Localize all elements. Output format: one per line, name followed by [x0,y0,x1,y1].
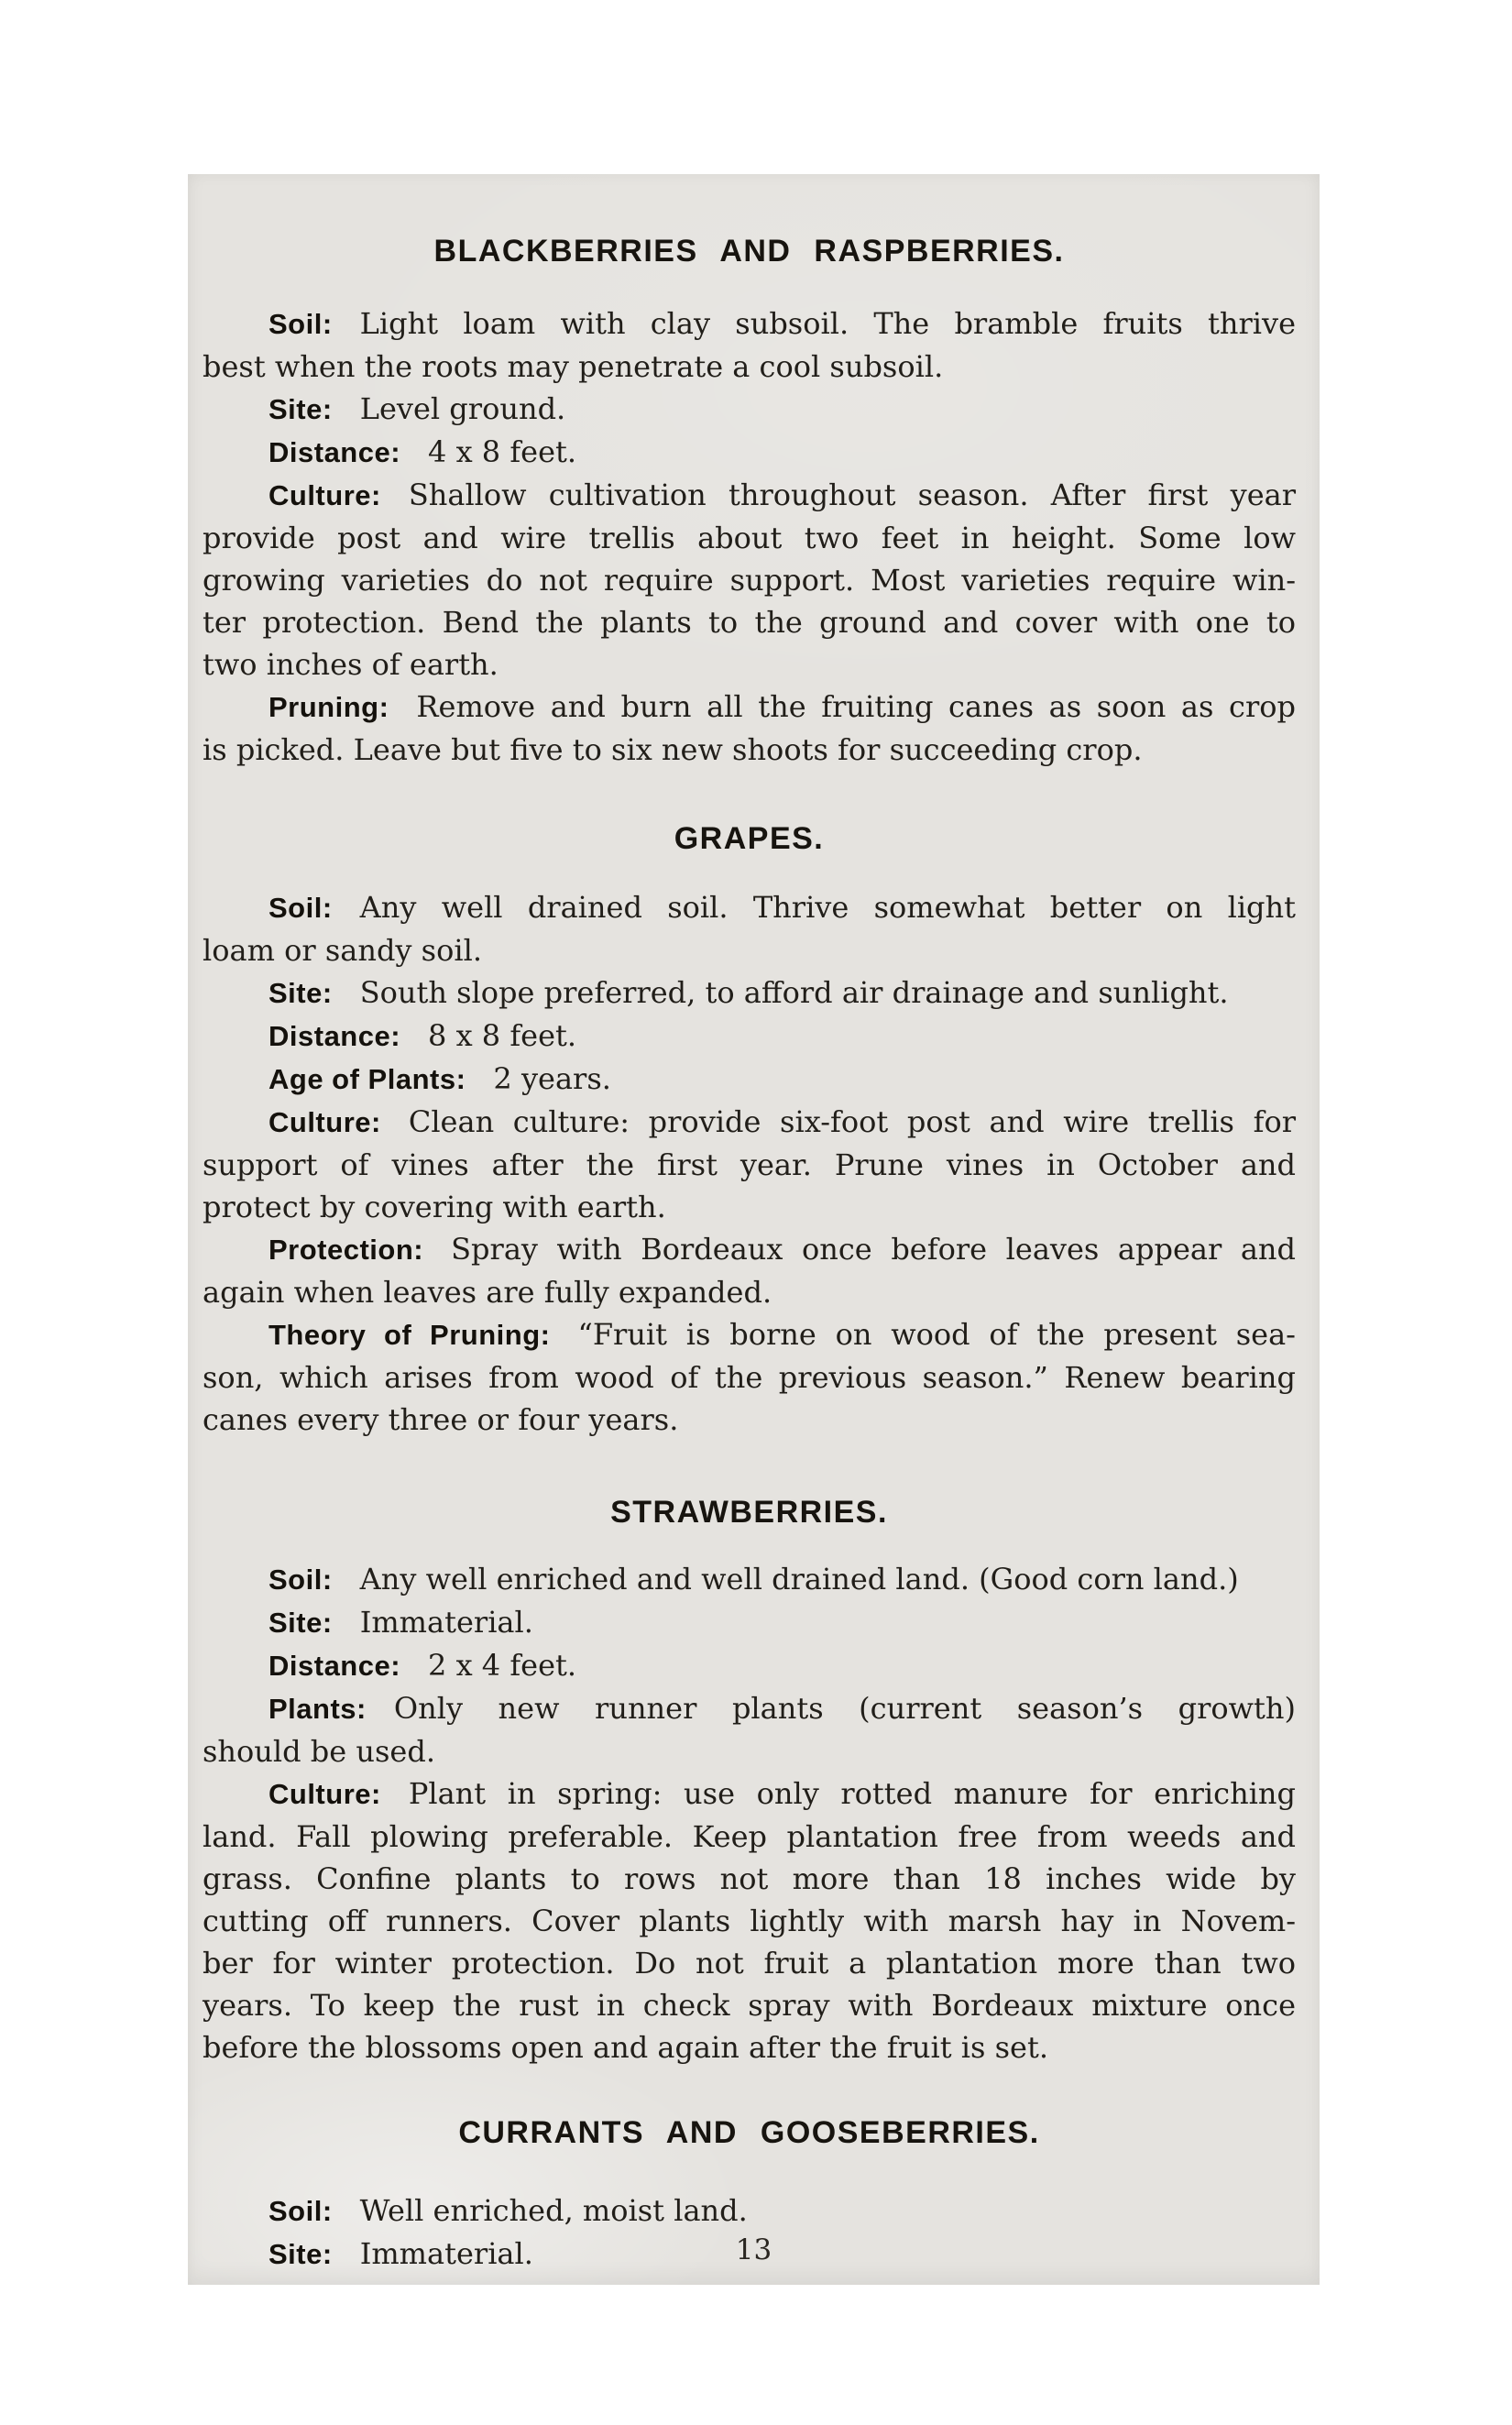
paragraph [203,302,1296,388]
paragraph-label: Protection: [268,1234,424,1266]
paragraph-label: Distance: [268,1650,401,1682]
text-line: Soil: Any well enriched and well drained land. (Good corn land.) [268,1562,1239,1597]
paragraph [203,1558,1296,1601]
paragraph-label: Soil: [268,308,333,340]
paragraph [203,1644,1296,1687]
paragraph-label: Soil: [268,2195,333,2227]
text-line: ter protection. Bend the plants to the ground and cover with one to [203,605,1296,640]
text-line: Age of Plants: 2 years. [268,1061,611,1096]
text-line: Distance: 8 x 8 feet. [268,1018,577,1053]
text-line: protect by covering with earth. [203,1190,666,1224]
text-line: provide post and wire trellis about two feet in height. Some low [203,521,1296,555]
text-line: two inches of earth. [203,647,499,682]
text-line: Soil: Well enriched, moist land. [268,2193,748,2228]
paragraph-label: Soil: [268,892,333,924]
page-number: 13 [735,2233,772,2266]
section-grapes [203,820,1296,1441]
text-line: best when the roots may penetrate a cool subsoil. [203,349,944,384]
paragraph-label: Theory of Pruning: [268,1319,551,1351]
text-line: Culture: Plant in spring: use only rotted manure for enriching [268,1776,1296,1811]
text-line: Theory of Pruning: “Fruit is borne on wood of the present sea- [268,1317,1296,1352]
paragraph [203,1228,1296,1313]
paragraph [203,431,1296,474]
text-line: Plants: Only new runner plants (current season’s growth) [268,1691,1296,1726]
paragraph-label: Culture: [268,479,381,511]
paragraph [203,886,1296,971]
paragraph-label: Site: [268,2238,333,2270]
paragraph-label: Site: [268,977,333,1009]
text-line: should be used. [203,1734,436,1769]
paragraph [203,1058,1296,1101]
text-line: Soil: Any well drained soil. Thrive somewhat better on light [268,890,1296,925]
text-line: Pruning: Remove and burn all the fruiting canes as soon as crop [268,689,1296,724]
section-title-strawberries: STRAWBERRIES. [610,1495,888,1530]
paragraph-label: Culture: [268,1106,381,1138]
paragraph [203,1687,1296,1772]
paragraph-label: Distance: [268,436,401,468]
section-strawberries [203,1494,1296,2068]
section-blackberries-and-raspberries [203,233,1296,771]
text-line: Soil: Light loam with clay subsoil. The bramble fruits thrive [268,306,1296,341]
text-line: Distance: 4 x 8 feet. [268,434,577,469]
text-line: Culture: Shallow cultivation throughout season. After first year [268,477,1296,512]
text-line: canes every three or four years. [203,1402,679,1437]
text-line: son, which arises from wood of the previous season.” Renew bearing [203,1360,1296,1395]
section-title-grapes: GRAPES. [674,821,825,856]
paragraph [203,388,1296,431]
text-line: cutting off runners. Cover plants lightly with marsh hay in Novem- [203,1904,1296,1938]
paragraph [203,1101,1296,1228]
text-line: Site: South slope preferred, to afford air drainage and sunlight. [268,975,1229,1010]
paragraph [203,686,1296,771]
text-line: Site: Immaterial. [268,2236,533,2271]
text-line: land. Fall plowing preferable. Keep plantation free from weeds and [203,1819,1296,1854]
paragraph [203,971,1296,1015]
paragraph-label: Soil: [268,1564,333,1596]
paragraph-label: Age of Plants: [268,1063,466,1095]
text-line: support of vines after the first year. Prune vines in October and [203,1147,1296,1182]
text-line: before the blossoms open and again after the fruit is set. [203,2030,1049,2065]
section-title-currants-and-gooseberries: CURRANTS AND GOOSEBERRIES. [458,2115,1040,2150]
paragraph-label: Site: [268,393,333,425]
text-line: Site: Level ground. [268,391,566,426]
paragraph [203,1313,1296,1441]
paragraph [203,1015,1296,1058]
text-line: is picked. Leave but five to six new shoots for succeeding crop. [203,732,1143,767]
text-line: loam or sandy soil. [203,933,482,968]
text-line: ber for winter protection. Do not fruit a plantation more than two [203,1946,1296,1981]
book-page [188,174,1320,2285]
paragraph-label: Pruning: [268,691,389,723]
paragraph [203,1772,1296,2068]
text-line: Site: Immaterial. [268,1605,533,1640]
paragraph [203,1601,1296,1644]
text-line: Protection: Spray with Bordeaux once before leaves appear and [268,1232,1296,1267]
text-line: Culture: Clean culture: provide six-foot post and wire trellis for [268,1104,1296,1139]
paragraph [203,474,1296,686]
page-content [203,174,1296,2276]
paragraph-label: Culture: [268,1778,381,1810]
text-line: again when leaves are fully expanded. [203,1275,772,1310]
paragraph-label: Distance: [268,1020,401,1052]
text-line: Distance: 2 x 4 feet. [268,1648,577,1683]
text-line: growing varieties do not require support. Most varieties require win- [203,563,1296,598]
text-line: years. To keep the rust in check spray with Bordeaux mixture once [203,1988,1296,2023]
paragraph-label: Site: [268,1607,333,1639]
text-line: grass. Confine plants to rows not more than 18 inches wide by [203,1861,1296,1896]
paragraph [203,2189,1296,2233]
paragraph-label: Plants: [268,1693,367,1725]
section-title-blackberries-and-raspberries: BLACKBERRIES AND RASPBERRIES. [433,234,1065,269]
